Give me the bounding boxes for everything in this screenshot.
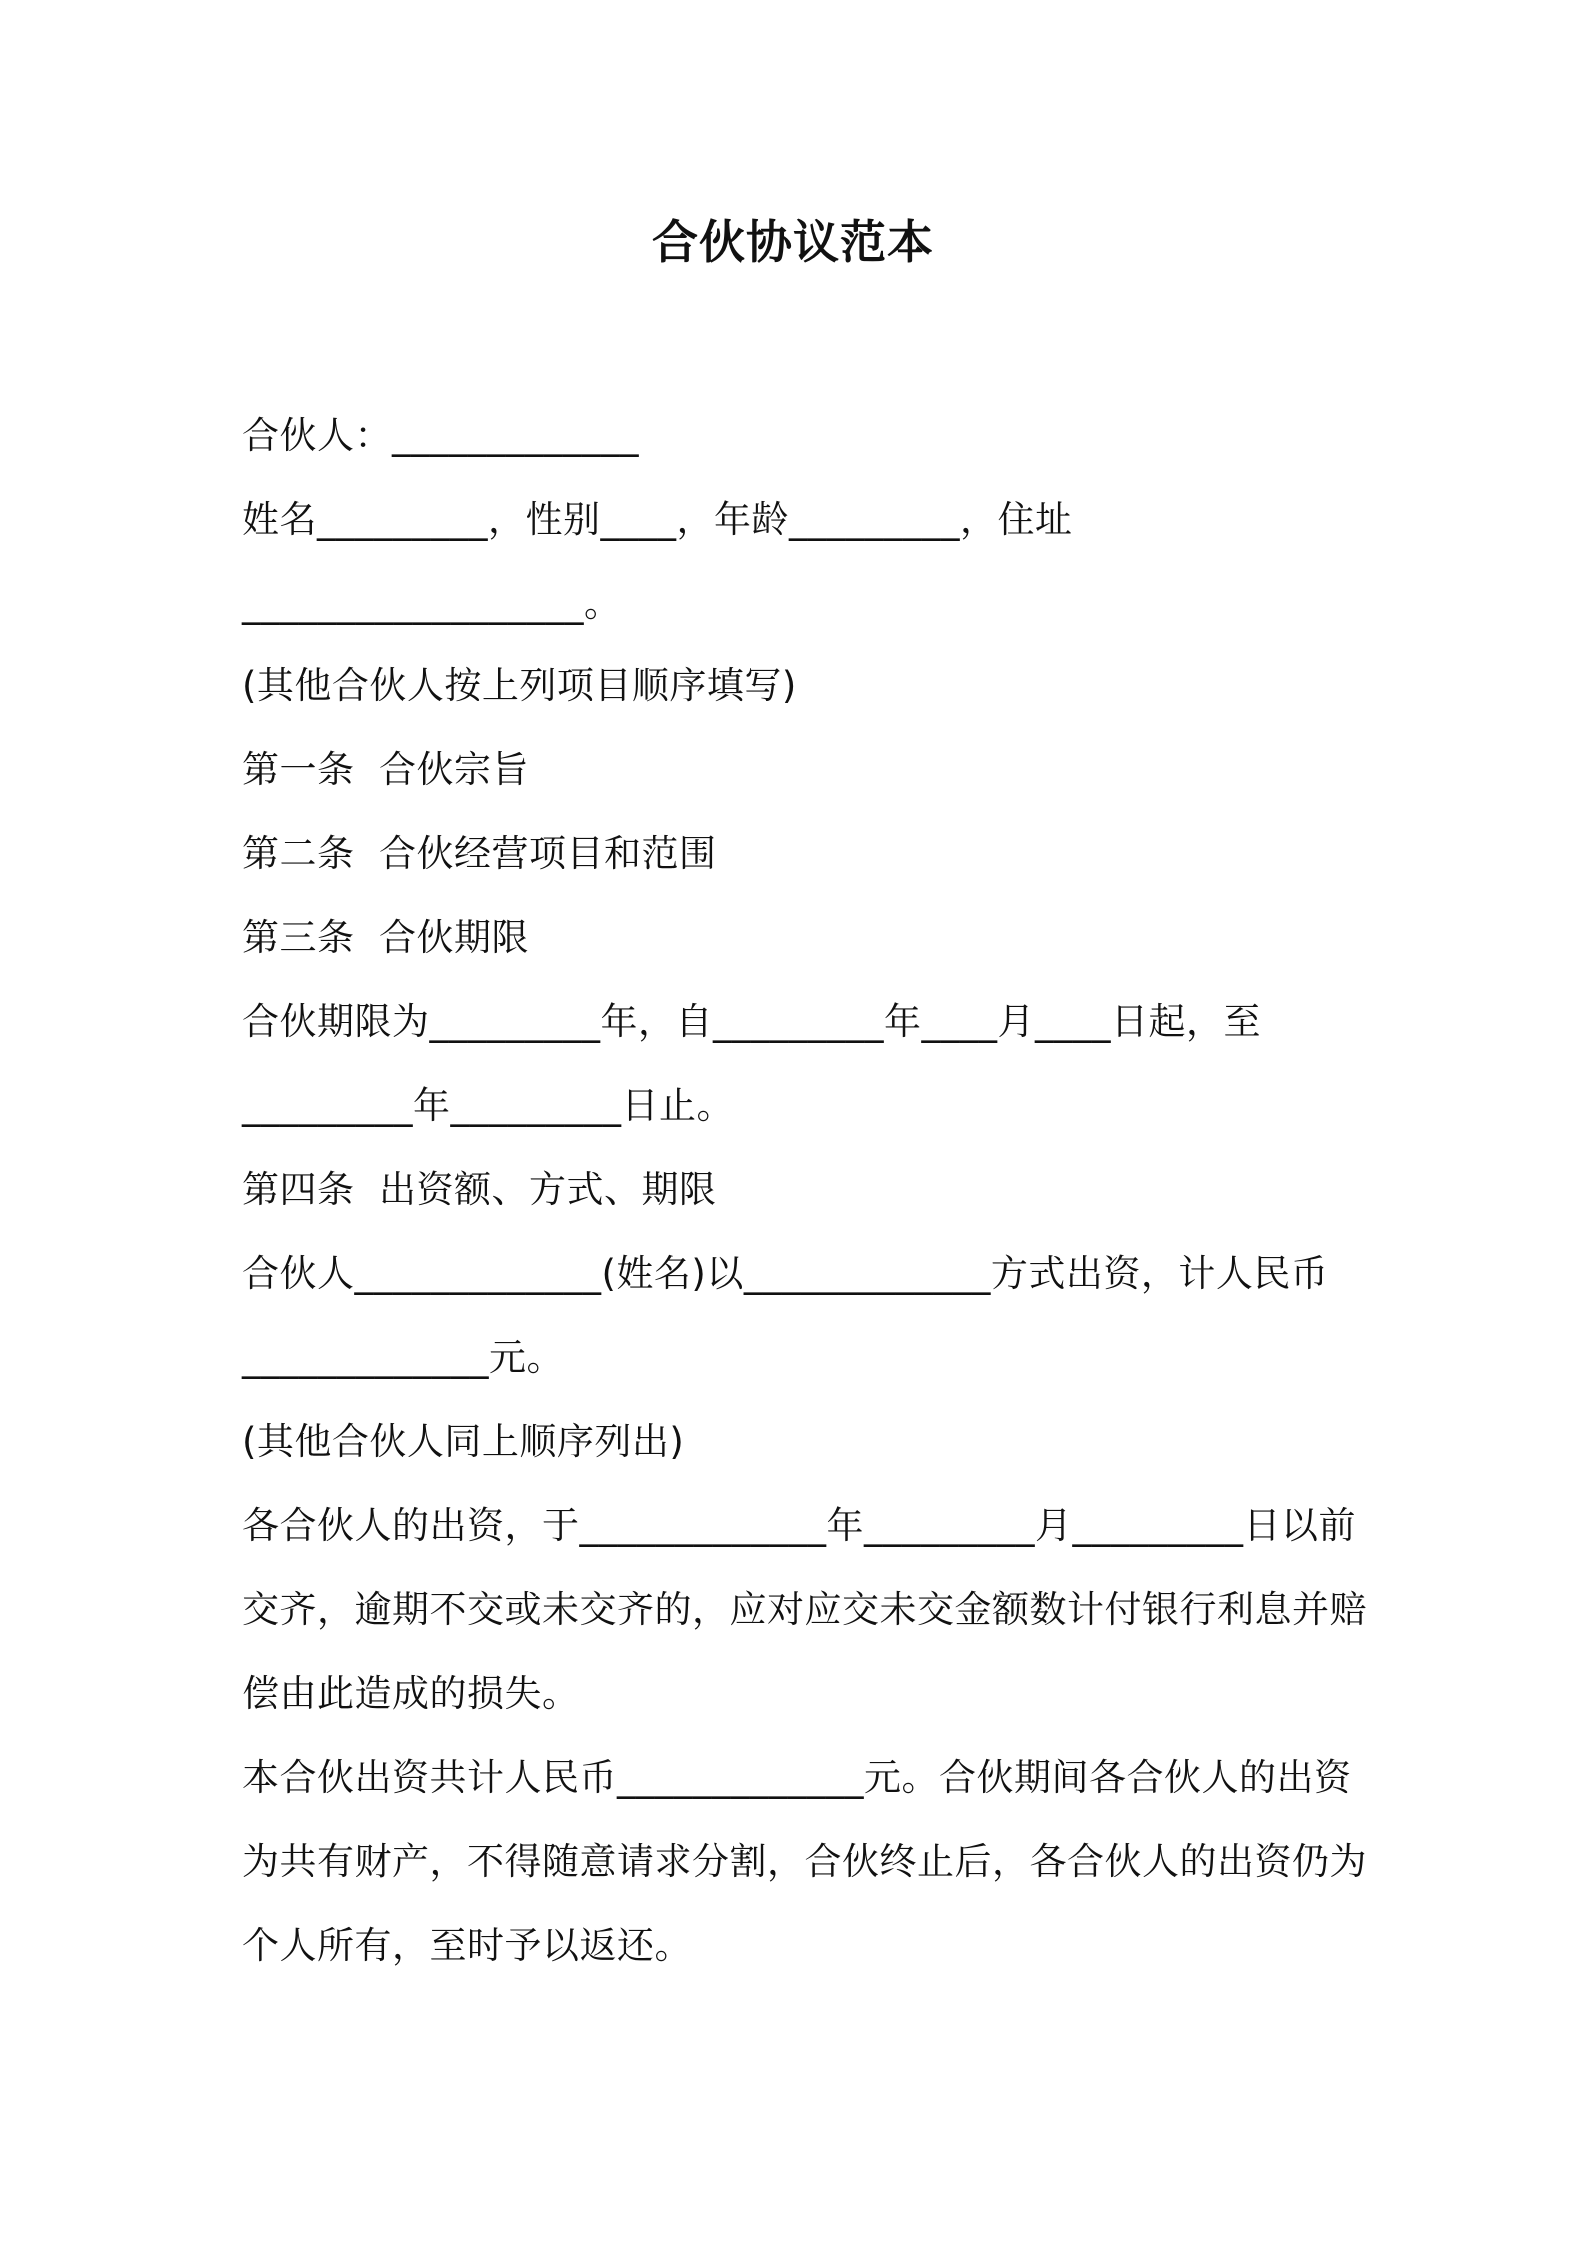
article-3-heading: 第三条 合伙期限 — [242, 916, 530, 959]
contribution-line: 合伙人_____________(姓名)以_____________方式出资，计人民币 — [242, 1252, 1329, 1295]
deadline-line-3: 偿由此造成的损失。 — [242, 1672, 580, 1715]
partner-line: 合伙人：_____________ — [242, 414, 639, 457]
address-blank-line: __________________。 — [242, 582, 622, 625]
contribution-amount-line: _____________元。 — [242, 1336, 564, 1379]
deadline-line: 各合伙人的出资，于_____________年_________月_________日以前 — [242, 1504, 1356, 1547]
total-capital-line-3: 个人所有，至时予以返还。 — [242, 1924, 692, 1967]
term-end-line: _________年_________日止。 — [242, 1084, 734, 1127]
total-capital-line-2: 为共有财产，不得随意请求分割，合伙终止后，各合伙人的出资仍为 — [242, 1840, 1367, 1883]
article-2-heading: 第二条 合伙经营项目和范围 — [242, 832, 717, 875]
total-capital-line: 本合伙出资共计人民币_____________元。合伙期间各合伙人的出资 — [242, 1756, 1352, 1799]
article-1-heading: 第一条 合伙宗旨 — [242, 748, 530, 791]
document-title: 合伙协议范本 — [652, 215, 934, 269]
article-4-heading: 第四条 出资额、方式、期限 — [242, 1168, 717, 1211]
deadline-line-2: 交齐，逾期不交或未交齐的，应对应交未交金额数计付银行利息并赔 — [242, 1588, 1367, 1631]
other-partners-note: (其他合伙人按上列项目顺序填写) — [242, 664, 797, 707]
term-line: 合伙期限为_________年，自_________年____月____日起，至 — [242, 1000, 1261, 1043]
other-partners-note-2: (其他合伙人同上顺序列出) — [242, 1420, 685, 1463]
partner-info-line: 姓名_________，性别____，年龄_________，住址 — [242, 498, 1073, 541]
